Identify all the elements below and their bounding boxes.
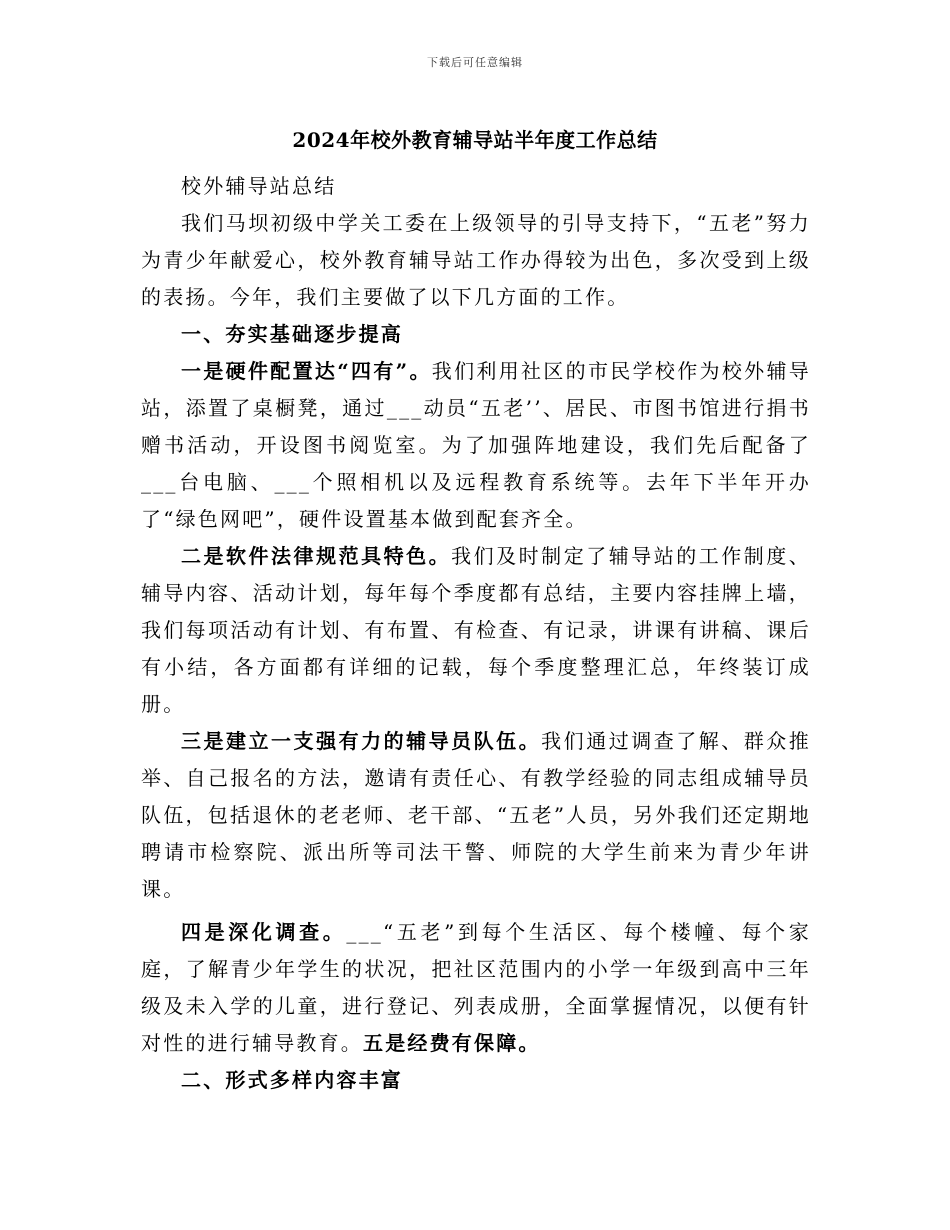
subtitle: 校外辅导站总结 xyxy=(181,174,337,198)
download-note: 下载后可任意编辑 xyxy=(427,56,523,69)
section-heading-2-text: 二、形式多样内容丰富 xyxy=(181,1068,403,1092)
document-body xyxy=(141,168,811,1099)
paragraph-survey-body: ___“五老”到每个生活区、每个楼幢、每个家庭，了解青少年学生的状况，把社区范围内的小学一年级到高中三年级及未入学的儿童，进行登记、列表成册，全面掌握情况，以便有针对性的进行辅导教育。 xyxy=(141,920,811,1055)
paragraph-team-body: 我们通过调查了解、群众推举、自己报名的方法，邀请有责任心、有教学经验的同志组成辅导员队伍，包括退休的老老师、老干部、“五老”人员，另外我们还定期地聘请市检察院、派出所等司法干警、师院的大学生前来为青少年讲课。 xyxy=(141,729,811,901)
section-heading-1-text: 一、夯实基础逐步提高 xyxy=(181,322,403,346)
paragraph-hardware xyxy=(141,353,811,538)
paragraph-survey xyxy=(141,914,811,1062)
document-title: 2024年校外教育辅导站半年度工作总结 xyxy=(292,128,658,152)
paragraph-survey-lead: 四是深化调查。 xyxy=(181,920,347,944)
paragraph-software xyxy=(141,538,811,723)
paragraph-funding-lead: 五是经费有保障。 xyxy=(363,1031,541,1055)
paragraph-software-lead: 二是软件法律规范具特色。 xyxy=(181,544,452,568)
section-heading-1 xyxy=(141,316,811,353)
intro-paragraph: 我们马坝初级中学关工委在上级领导的引导支持下，“五老”努力为青少年献爱心，校外教育辅导站工作办得较为出色，多次受到上级的表扬。今年，我们主要做了以下几方面的工作。 xyxy=(141,211,811,309)
section-heading-2 xyxy=(141,1062,811,1099)
paragraph-team-lead: 三是建立一支强有力的辅导员队伍。 xyxy=(181,729,542,753)
paragraph-hardware-body: 我们利用社区的市民学校作为校外辅导站，添置了桌橱凳，通过___动员“五老’’、居民、市图书馆进行捐书赠书活动，开设图书阅览室。为了加强阵地建设，我们先后配备了___台电脑、___个照相机以及远程教育系统等。去年下半年开办了“绿色网吧”，硬件设置基本做到配套齐全。 xyxy=(141,359,811,531)
paragraph-hardware-lead: 一是硬件配置达“四有”。 xyxy=(181,359,432,383)
paragraph-software-body: 我们及时制定了辅导站的工作制度、辅导内容、活动计划，每年每个季度都有总结，主要内容挂牌上墙，我们每项活动有计划、有布置、有检查、有记录，讲课有讲稿、课后有小结，各方面都有详细的记载，每个季度整理汇总，年终装订成册。 xyxy=(141,544,812,716)
paragraph-team xyxy=(141,723,811,908)
